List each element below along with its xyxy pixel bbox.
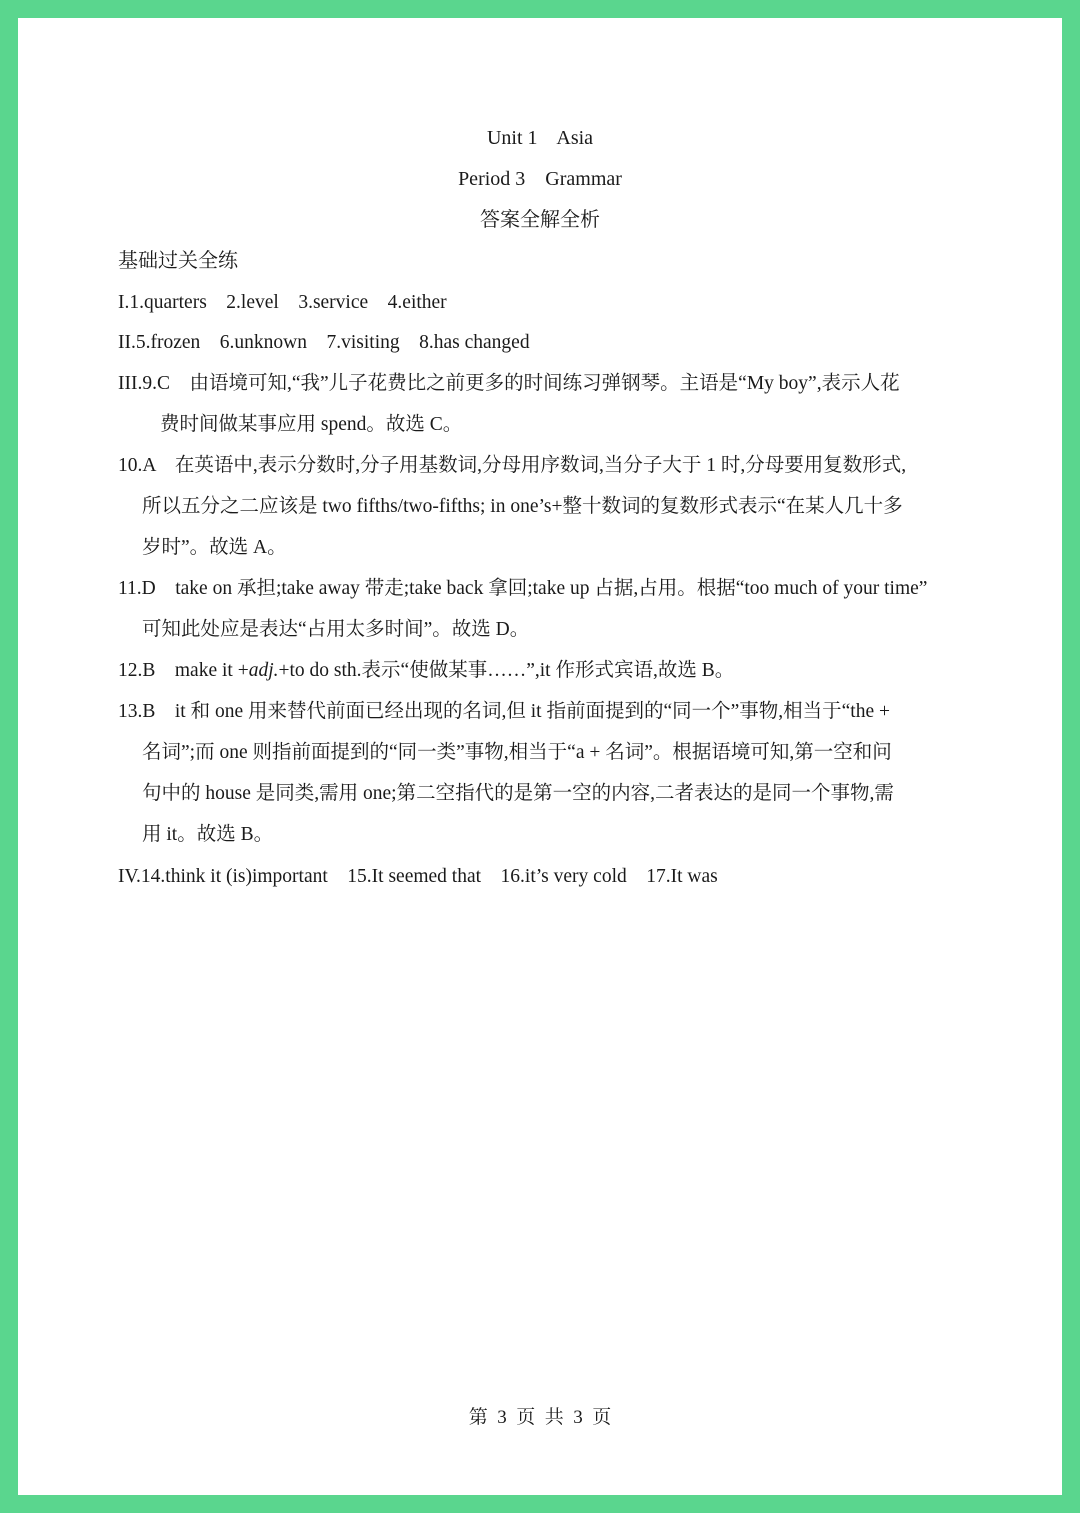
page-number-footer: 第 3 页 共 3 页 [468,1407,612,1428]
q13-line3: 句中的 house 是同类,需用 one;第二空指代的是第一空的内容,二者表达的是同一个事物,需 [142,783,894,804]
unit-title: Unit 1 Asia [486,127,594,149]
q10-line1: 10.A 在英语中,表示分数时,分子用基数词,分母用序数词,当分子大于 1 时,分母要用复数形式, [118,455,907,476]
q13-line4: 用 it。故选 B。 [142,824,274,845]
part2-answers: II.5.frozen 6.unknown 7.visiting 8.has changed [118,332,530,353]
period-title: Period 3 Grammar [458,168,622,190]
q11-line1: 11.D take on 承担;take away 带走;take back 拿回;take up 占据,占用。根据“too much of your time” [118,578,928,599]
q12-line [118,659,734,683]
q12-prefix: 12.B make it + [118,660,249,681]
q12-italic: adj. [248,660,279,681]
document-page [18,18,1062,1495]
q9-line1: III.9.C 由语境可知,“我”儿子花费比之前更多的时间练习弹钢琴。主语是“My boy”,表示人花 [118,373,900,394]
q13-line2: 名词”;而 one 则指前面提到的“同一类”事物,相当于“a + 名词”。根据语境可知,第一空和问 [142,742,892,763]
section-heading: 基础过关全练 [118,250,238,272]
part1-answers: I.1.quarters 2.level 3.service 4.either [118,292,447,313]
part4-answers: IV.14.think it (is)important 15.It seemed that 16.it’s very cold 17.It was [118,866,718,887]
q10-line3: 岁时”。故选 A。 [142,537,287,558]
q10-line2: 所以五分之二应该是 two fifths/two-fifths; in one’s+整十数词的复数形式表示“在某人几十多 [142,496,903,517]
q11-line2: 可知此处应是表达“占用太多时间”。故选 D。 [142,619,530,640]
q13-line1: 13.B it 和 one 用来替代前面已经出现的名词,但 it 指前面提到的“同一个”事物,相当于“the + [118,701,890,722]
answer-analysis-title: 答案全解全析 [480,209,600,231]
q9-line2: 费时间做某事应用 spend。故选 C。 [160,414,463,435]
q12-suffix: +to do sth.表示“使做某事……”,it 作形式宾语,故选 B。 [278,660,735,681]
